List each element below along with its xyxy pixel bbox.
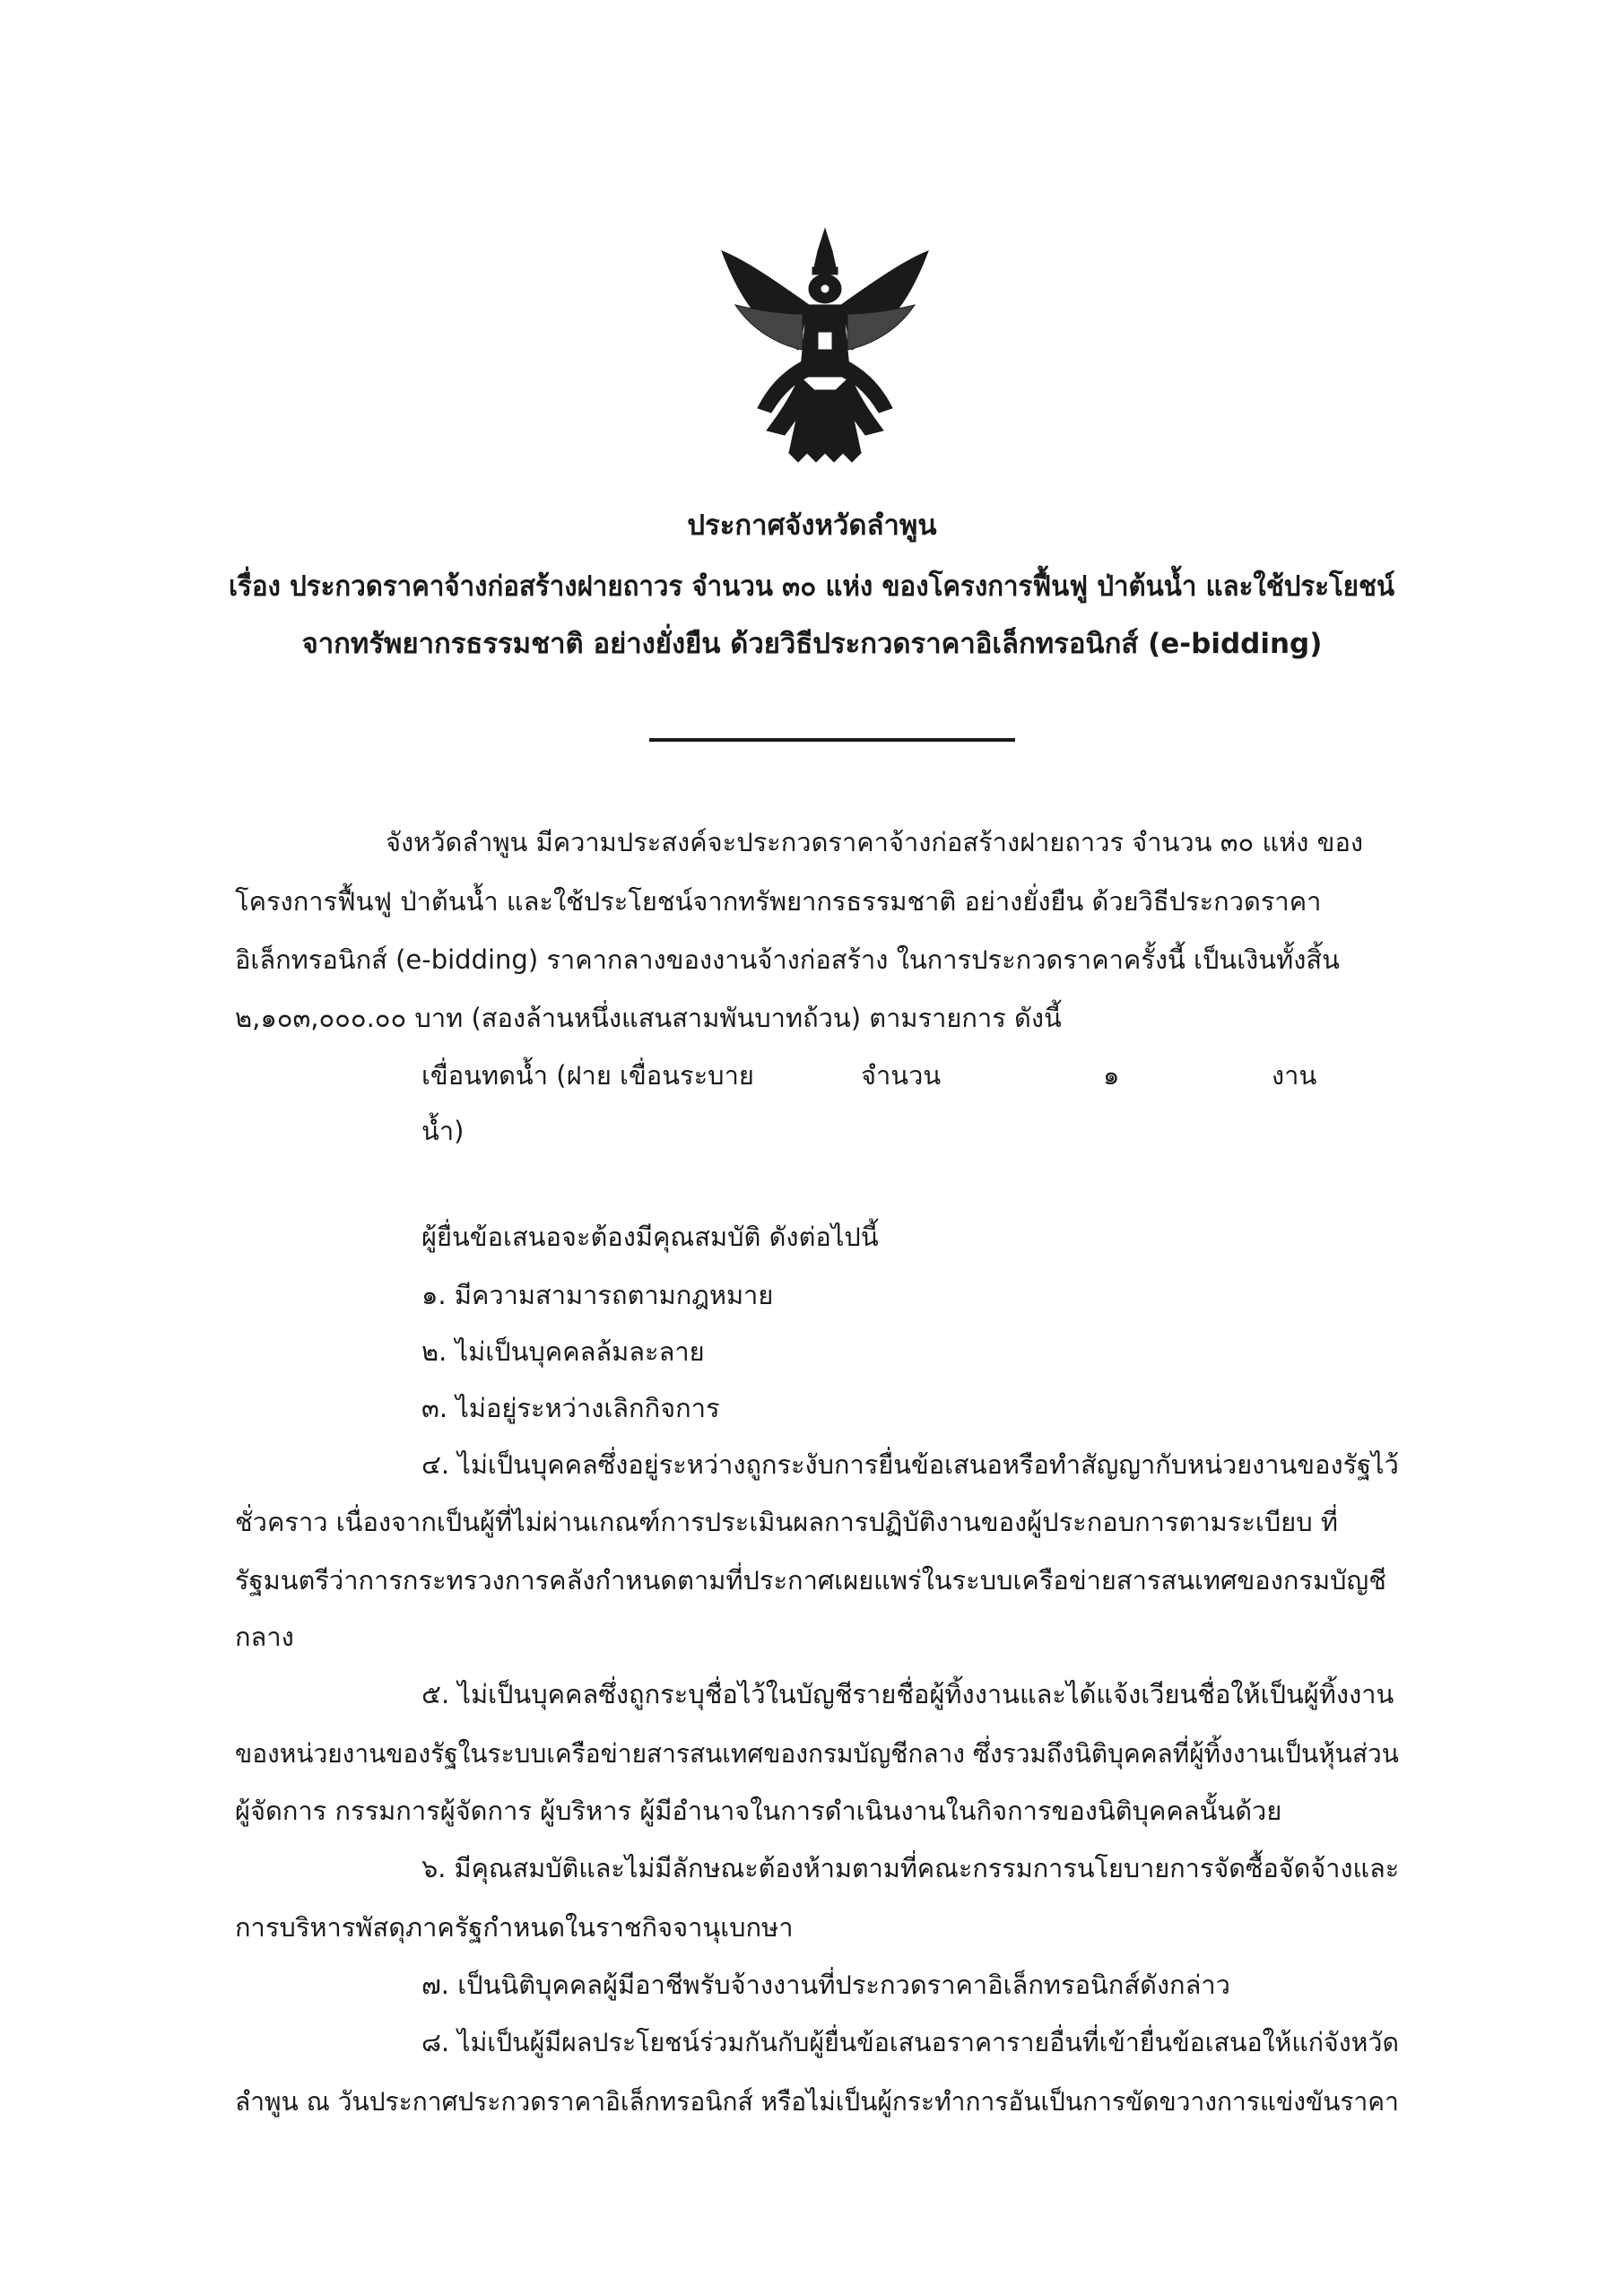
qualification-item: ๖. มีคุณสมบัติและไม่มีลักษณะต้องห้ามตามที่คณะกรรมการนโยบายการจัดซื้อจัดจ้างและ <box>421 1853 1400 1883</box>
qualification-item: ลำพูน ณ วันประกาศประกวดราคาอิเล็กทรอนิกส์ หรือไม่เป็นผู้กระทำการอันเป็นการขัดขวางการแข่งขันราคา <box>235 2086 1399 2117</box>
qualification-item: ๘. ไม่เป็นผู้มีผลประโยชน์ร่วมกันกับผู้ยื่นข้อเสนอราคารายอื่นที่เข้ายื่นข้อเสนอให้แก่จังหวัด <box>421 2027 1399 2057</box>
qualification-item: การบริหารพัสดุภาครัฐกำหนดในราชกิจจานุเบกษา <box>235 1912 794 1943</box>
intro-line-4: ๒,๑๐๓,๐๐๐.๐๐ บาท (สองล้านหนึ่งแสนสามพันบาทถ้วน) ตามรายการ ดังนี้ <box>235 1003 1062 1033</box>
intro-line-3: อิเล็กทรอนิกส์ (e-bidding) ราคากลางของงานจ้างก่อสร้าง ในการประกวดราคาครั้งนี้ เป็นเงินทั้งสิ้น <box>235 944 1340 975</box>
subject-line-2: จากทรัพยากรธรรมชาติ อย่างยั่งยืน ด้วยวิธีประกวดราคาอิเล็กทรอนิกส์ (e-bidding) <box>301 628 1323 660</box>
qualification-item: ๗. เป็นนิติบุคคลผู้มีอาชีพรับจ้างงานที่ประกวดราคาอิเล็กทรอนิกส์ดังกล่าว <box>421 1970 1230 2000</box>
qualification-item: กลาง <box>235 1622 294 1652</box>
item-qty-label: จำนวน <box>861 1060 942 1091</box>
item-name: เขื่อนทดน้ำ (ฝาย เขื่อนระบาย <box>421 1060 754 1091</box>
qualifications-heading: ผู้ยื่นข้อเสนอจะต้องมีคุณสมบัติ ดังต่อไปนี้ <box>421 1222 879 1252</box>
qualification-item: ๕. ไม่เป็นบุคคลซึ่งถูกระบุชื่อไว้ในบัญชีรายชื่อผู้ทิ้งงานและได้แจ้งเวียนชื่อให้เป็นผู้ทิ้งงาน <box>421 1679 1394 1709</box>
divider-line <box>649 738 1015 742</box>
qualification-item: ๔. ไม่เป็นบุคคลซึ่งอยู่ระหว่างถูกระงับการยื่นข้อเสนอหรือทำสัญญากับหน่วยงานของรัฐไว้ <box>421 1449 1399 1480</box>
item-unit: งาน <box>1272 1060 1317 1091</box>
item-qty: ๑ <box>1103 1060 1120 1091</box>
qualification-item: ๓. ไม่อยู่ระหว่างเลิกกิจการ <box>421 1393 720 1423</box>
qualification-item: ๑. มีความสามารถตามกฎหมาย <box>421 1280 774 1310</box>
qualification-item: ผู้จัดการ กรรมการผู้จัดการ ผู้บริหาร ผู้มีอำนาจในการดำเนินงานในกิจการของนิติบุคคลนั้นด้วย <box>235 1796 1282 1826</box>
document-title: ประกาศจังหวัดลำพูน <box>687 509 937 542</box>
qualification-item: ชั่วคราว เนื่องจากเป็นผู้ที่ไม่ผ่านเกณฑ์การประเมินผลการปฏิบัติงานของผู้ประกอบการตามระเบียบ ที่ <box>235 1507 1338 1537</box>
qualification-item: ของหน่วยงานของรัฐในระบบเครือข่ายสารสนเทศของกรมบัญชีกลาง ซึ่งรวมถึงนิติบุคคลที่ผู้ทิ้งงานเป็นหุ้นส่วน <box>235 1738 1399 1769</box>
subject-line-1: เรื่อง ประกวดราคาจ้างก่อสร้างฝายถาวร จำนวน ๓๐ แห่ง ของโครงการฟื้นฟู ป่าต้นน้ำ และใช้ประโยชน์ <box>229 570 1395 603</box>
item-name-cont: น้ำ) <box>421 1116 465 1146</box>
intro-line-1: จังหวัดลำพูน มีความประสงค์จะประกวดราคาจ้างก่อสร้างฝายถาวร จำนวน ๓๐ แห่ง ของ <box>386 827 1364 857</box>
qualification-item: ๒. ไม่เป็นบุคคลล้มละลาย <box>421 1336 705 1367</box>
garuda-emblem-icon <box>717 224 933 466</box>
qualification-item: รัฐมนตรีว่าการกระทรวงการคลังกำหนดตามที่ประกาศเผยแพร่ในระบบเครือข่ายสารสนเทศของกรมบัญชี <box>235 1565 1386 1596</box>
intro-line-2: โครงการฟื้นฟู ป่าต้นน้ำ และใช้ประโยชน์จากทรัพยากรธรรมชาติ อย่างยั่งยืน ด้วยวิธีประกวดราคา <box>235 886 1322 917</box>
